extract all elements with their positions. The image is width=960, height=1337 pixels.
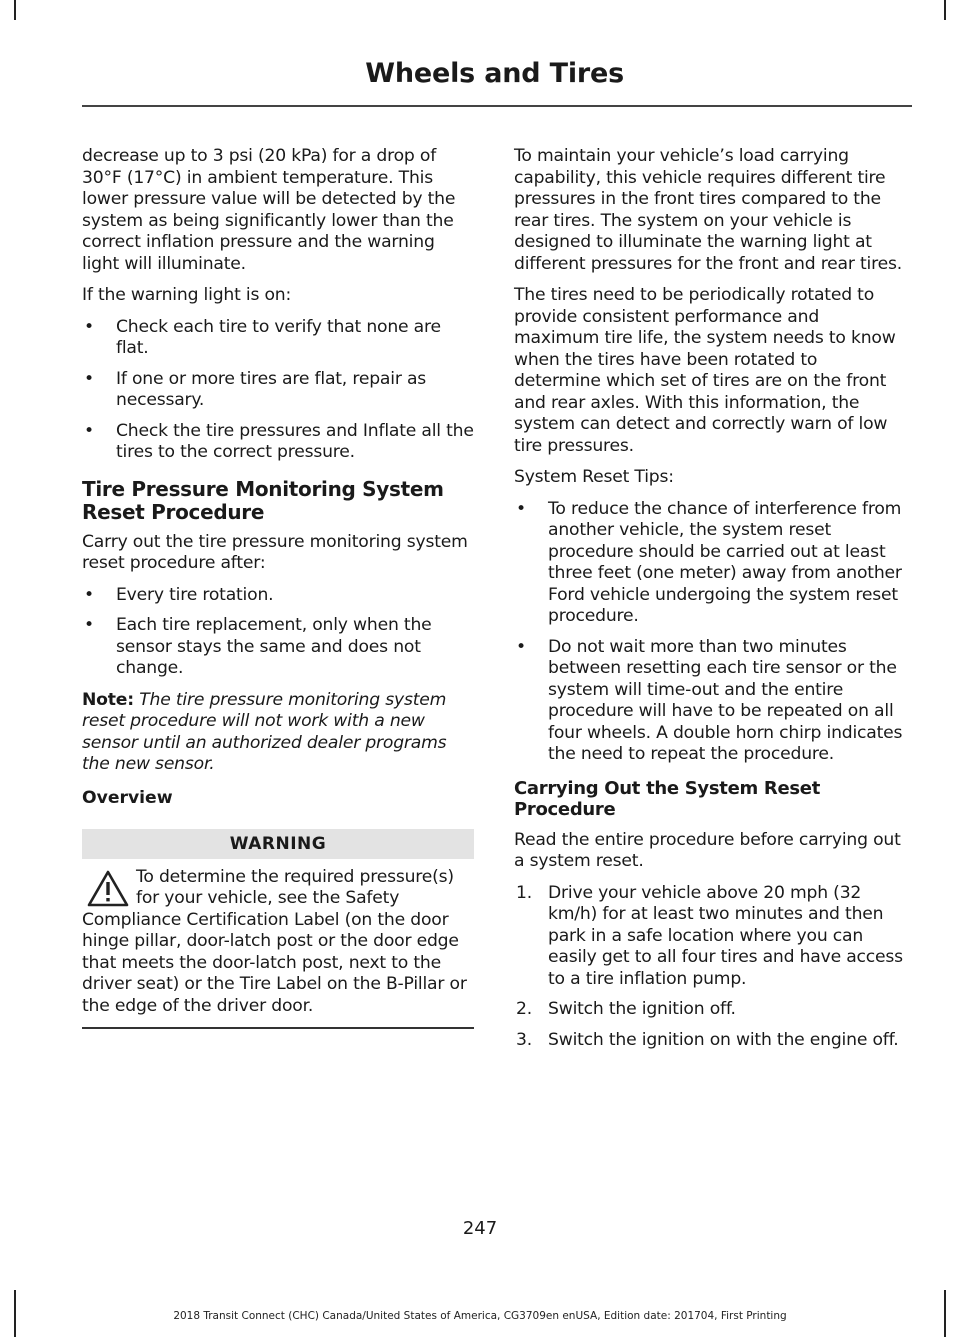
- reset-conditions-list: [82, 585, 474, 680]
- step-number: 3.: [516, 1029, 532, 1050]
- list-item: 3. Switch the ignition on with the engine off.: [516, 1029, 899, 1050]
- note: [82, 690, 474, 776]
- warning-text: To determine the required pressure(s) for your vehicle, see the Safety Compliance Certification Label (on the door hinge pillar, door-latch post or the door edge that meets the door-latch post, next to the driver seat) or the Tire Label on the B-Pillar or the edge of the driver door.: [82, 866, 467, 1016]
- note-label: Note:: [82, 689, 134, 710]
- list-item: • Check each tire to verify that none are flat.: [84, 316, 441, 358]
- list-item: • Each tire replacement, only when the sensor stays the same and does not change.: [84, 615, 432, 678]
- bullet-marker: •: [84, 420, 94, 441]
- page-number: 247: [462, 1218, 498, 1239]
- list-item: 1. Drive your vehicle above 20 mph (32 km/h) for at least two minutes and then park in a safe location where you can easily get to all four tires and have access to a tire inflation pump.: [516, 882, 903, 989]
- warning-title: WARNING: [82, 829, 474, 859]
- note-text: The tire pressure monitoring system reset procedure will not work with a new sensor until an authorized dealer programs the new sensor.: [82, 689, 447, 774]
- right-paragraph-2: The tires need to be periodically rotated to provide consistent performance and maximum tire life, the system needs to know when the tires have been rotated to determine which set of tires are on the front and rear axles. With this information, the system can detect and correctly warn of low tire pressures.: [514, 285, 896, 456]
- left-column: [82, 146, 474, 1029]
- list-item: • Every tire rotation.: [84, 584, 274, 605]
- step-number: 2.: [516, 999, 532, 1019]
- bullet-marker: •: [516, 498, 526, 519]
- left-paragraph-3: Carry out the tire pressure monitoring system reset procedure after:: [82, 531, 468, 573]
- step-number: 1.: [516, 882, 532, 903]
- crop-mark: [14, 0, 16, 20]
- list-item: • To reduce the chance of interference from another vehicle, the system reset procedure should be carried out at least three feet (one meter) away from another Ford vehicle undergoing the system reset procedure.: [516, 498, 902, 626]
- crop-mark: [944, 0, 946, 20]
- right-paragraph-4: Read the entire procedure before carrying out a system reset.: [514, 829, 901, 871]
- warning-body: [82, 867, 474, 1030]
- list-item: • Do not wait more than two minutes between resetting each tire sensor or the system will time-out and the entire procedure will have to be repeated on all four wheels. A double horn chirp indicates the need to repeat the procedure.: [516, 636, 903, 764]
- footer-edition-info: 2018 Transit Connect (CHC) Canada/United States of America, CG3709en enUSA, Edition date: 201704, First Printing: [173, 1310, 787, 1322]
- warning-light-checklist: [82, 317, 474, 464]
- left-paragraph-2: If the warning light is on:: [82, 285, 292, 305]
- right-column: [514, 146, 906, 1061]
- reset-steps-list: [514, 883, 906, 1052]
- warning-box: [82, 829, 474, 1030]
- list-item: • If one or more tires are flat, repair as necessary.: [84, 368, 427, 410]
- section-heading-overview: Overview: [82, 787, 173, 808]
- bullet-marker: •: [84, 368, 94, 389]
- left-paragraph-1: decrease up to 3 psi (20 kPa) for a drop of 30°F (17°C) in ambient temperature. This lower pressure value will be detected by the system as being significantly lower than the correct inflation pressure and the warning light will illuminate.: [82, 146, 456, 274]
- reset-tips-list: [514, 499, 906, 766]
- list-item: 2. Switch the ignition off.: [516, 999, 736, 1019]
- section-heading-carrying-out: Carrying Out the System Reset Procedure: [514, 777, 821, 820]
- bullet-marker: •: [84, 584, 94, 605]
- header-divider: [82, 105, 912, 107]
- right-paragraph-1: To maintain your vehicle’s load carrying capability, this vehicle requires different tire pressures in the front tires compared to the rear tires. The system on your vehicle is designed to illuminate the warning light at different pressures for the front and rear tires.: [514, 146, 903, 274]
- warning-triangle-icon: [86, 869, 130, 909]
- list-item: • Check the tire pressures and Inflate all the tires to the correct pressure.: [84, 420, 474, 462]
- bullet-marker: •: [516, 636, 526, 657]
- bullet-marker: •: [84, 316, 94, 337]
- right-paragraph-3: System Reset Tips:: [514, 467, 674, 487]
- page-section-title: Wheels and Tires: [365, 58, 624, 89]
- section-heading-reset: Tire Pressure Monitoring System Reset Procedure: [82, 476, 444, 524]
- bullet-marker: •: [84, 615, 94, 635]
